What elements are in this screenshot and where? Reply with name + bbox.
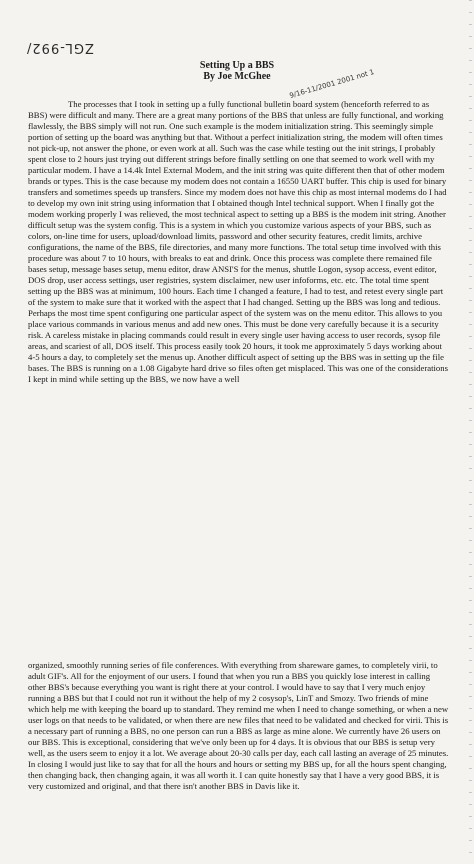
document-title: Setting Up a BBS: [199, 60, 275, 71]
scan-edge-dots: [469, 0, 472, 864]
body-paragraph-2: organized, smoothly running series of file conferences. With everything from shareware games, to completely virii, to adult GIF's. All for the enjoyment of our users. I found that when you run a BBS you quickly lose interest in calling other BBS's because everything you want is right there at your control. I would have to say that I very much enjoy running a BBS but that I could not run it without the help of my 2 cosysop's, LinT and Smozy. Two friends of mine which help me with keeping the board up to standard. They remind me when I need to change something, or when a new user logs on that needs to be validated, or when there are new files that need to be validated and checked for virii. This is a necessary part of running a BBS, no one person can run a BBS as large as mine alone. We currently have 26 users on our BBS. This is exceptional, considering that we've only been up for 4 days. It is obvious that our BBS is setup very well, as the users seem to enjoy it a lot. We average about 20-30 calls per day, each call lasting an average of 25 minutes. In closing I would just like to say that for all the hours and hours or setting my BBS up, for all the hours spent changing, then changing back, then changing again, it was all worth it. I can quite honestly say that I have a very good BBS, it is very customized and original, and that there isn't another BBS in Davis like it.: [28, 660, 449, 791]
handwritten-note-top-left: ZGL-992/: [26, 40, 94, 55]
document-author: By Joe McGhee: [203, 71, 271, 82]
handwritten-note-top-right: 9/16-11/2001 2001 not 1: [288, 68, 376, 100]
body-paragraph-1: The processes that I took in setting up a fully functional bulletin board system (henceforth referred to as BBS) were difficult and many. There are a great many portions of the BBS that unless are fully functional, and working flawlessly, the BBS simply will not run. One such example is the modem initialization string. This seemingly simple portion of setting up the board was anything but that. Without a perfect initialization string, the modem will often times not pick-up, not answer the phone, or even work at all. Such was the case while testing out the init strings, I probably spent close to 2 hours just trying out different strings before finally settling on one that seemed to work well with my particular modem. I have a 14.4k Intel External Modem, and the init string was quite different then that of other modem brands or types. This is the case because my modem does not contain a 16550 UART buffer. This chip is used for binary transfers and sometimes speeds up transfers. Since my modem does not have this chip as most internal modems do I had to develop my own init string using information that I obtained though Intel technical support. When I finally got the modem working properly I was relieved, the most technical aspect to setting up a BBS is the modem init string. Another difficult setup was the system config. This is a system in which you customize various aspects of your BBS, such as colors, on-line time for users, upload/download limits, password and other security features, credit limits, archive configurations, the name of the BBS, file directories, and many more functions. The total setup time involved with this procedure was about 7 to 10 hours, with breaks to eat and drink. Once this process was complete there remained file bases setup, message bases setup, menu editor, draw ANSI'S for the menus, shuttle Logon, sysop access, event editor, DOS drop, user access settings, user registries, system disclaimer, new user infoforms, etc. etc. The total time spent setting up the BBS was at minimum, 100 hours. Each time I changed a feature, I had to test, and retest every single part of the system to make sure that it worked with the aspect that I had changed. Setting up the BBS was long and tedious. Perhaps the most time spent configuring one particular aspect of the system was on the menu editor. This allows to you place various commands in various menus and add new ones. This must be done very carefully because it is a security risk. A careless mistake in placing commands could result in every single user having access to user records, sysop file areas, and scariest of all, DOS itself. This process easily took 20 hours, it took me approximately 5 days working about 4-5 hours a day, to completely set the menus up. Another difficult aspect of setting up the BBS was in setting up the file bases. The BBS is running on a 1.08 Gigabyte hard drive so files often get misplaced. This was one of the considerations I kept in mind while setting up the BBS, we now have a well: [28, 99, 448, 384]
